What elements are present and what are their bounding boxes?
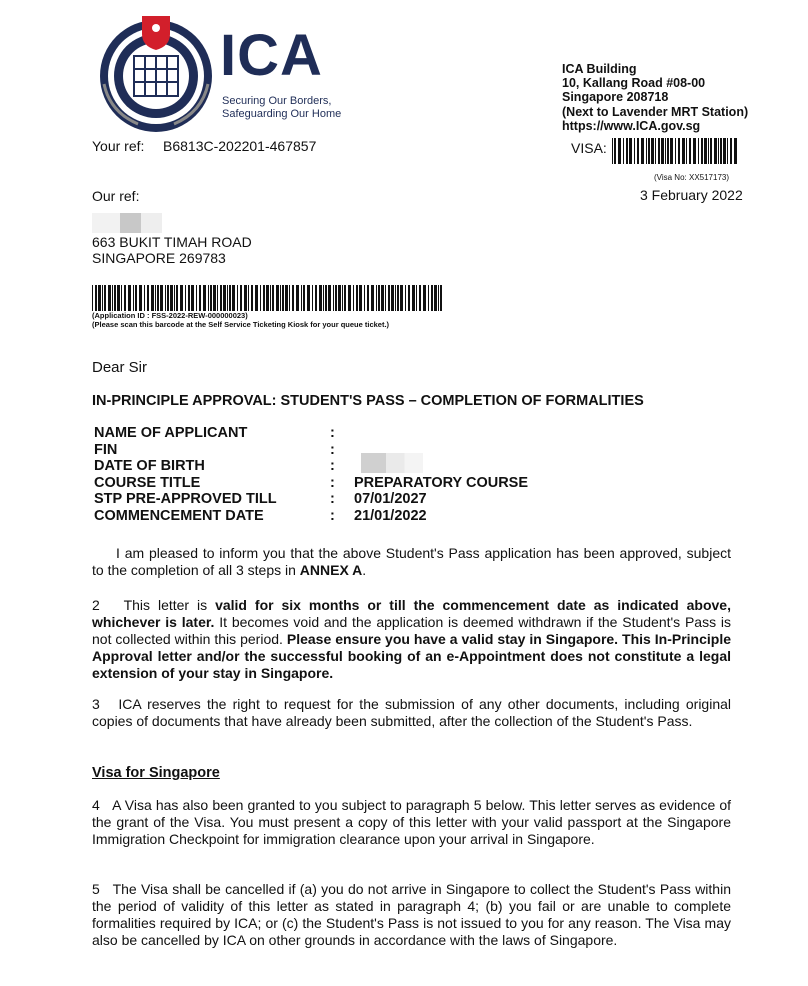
barcode-bar bbox=[112, 285, 113, 311]
barcode-bar bbox=[289, 285, 290, 311]
barcode-bar bbox=[367, 285, 369, 311]
barcode-bar bbox=[128, 285, 131, 311]
barcode-bar bbox=[364, 285, 365, 311]
barcode-bar bbox=[667, 138, 669, 164]
detail-row bbox=[94, 508, 528, 525]
barcode-bar bbox=[315, 285, 317, 311]
barcode-bar bbox=[285, 285, 288, 311]
barcode-bar bbox=[151, 285, 154, 311]
barcode-bar bbox=[618, 138, 621, 164]
barcode-bar bbox=[678, 138, 680, 164]
website-link[interactable]: https://www.ICA.gov.sg bbox=[562, 118, 701, 133]
barcode-bar bbox=[263, 285, 265, 311]
p4-text: A Visa has also been granted to you subject to paragraph 5 below. This letter serves as evidence of the grant of the Visa. You must present a copy of this letter with your valid passport at the Singapore Immigration Checkpoint for immigration clearance upon your arrival in Singapore. bbox=[92, 797, 732, 847]
barcode-bar bbox=[397, 285, 399, 311]
p2-bold: valid for six months or till the commencement date as indicated above, whichever is later. bbox=[92, 597, 731, 630]
barcode-bar bbox=[333, 285, 334, 311]
barcode-bar bbox=[693, 138, 696, 164]
visa-section-heading: Visa for Singapore bbox=[92, 765, 220, 781]
barcode-bar bbox=[114, 285, 116, 311]
detail-colon: : bbox=[330, 474, 335, 491]
paragraph-3 bbox=[92, 696, 731, 730]
barcode-bar bbox=[147, 285, 149, 311]
barcode-bar bbox=[419, 285, 421, 311]
barcode-bar bbox=[359, 285, 362, 311]
barcode-bar bbox=[423, 285, 426, 311]
paragraph-number: 2 bbox=[92, 597, 100, 613]
paragraph-5 bbox=[92, 881, 731, 949]
barcode-instruction: (Please scan this barcode at the Self Service Ticketing Kiosk for your queue ticket.) bbox=[92, 320, 390, 329]
barcode-bar bbox=[730, 138, 732, 164]
barcode-bar bbox=[723, 138, 726, 164]
barcode-bar bbox=[342, 285, 343, 311]
barcode-bar bbox=[682, 138, 685, 164]
paragraph-1 bbox=[92, 545, 731, 579]
barcode-bar bbox=[648, 138, 650, 164]
barcode-bar bbox=[312, 285, 313, 311]
barcode-bar bbox=[303, 285, 305, 311]
detail-colon: : bbox=[330, 441, 335, 458]
barcode-bar bbox=[217, 285, 218, 311]
barcode-bar bbox=[251, 285, 253, 311]
barcode-bar bbox=[319, 285, 322, 311]
barcode-bar bbox=[629, 138, 632, 164]
barcode-bar bbox=[634, 138, 635, 164]
detail-colon: : bbox=[330, 458, 335, 474]
barcode-bar bbox=[248, 285, 249, 311]
barcode-bar bbox=[280, 285, 281, 311]
letter-date: 3 February 2022 bbox=[640, 187, 743, 203]
detail-row bbox=[94, 491, 528, 508]
detail-label: NAME OF APPLICANT bbox=[94, 425, 248, 441]
barcode-bar bbox=[344, 285, 346, 311]
detail-label: DATE OF BIRTH bbox=[94, 458, 205, 474]
detail-label: COURSE TITLE bbox=[94, 474, 201, 491]
redacted-dob bbox=[361, 453, 423, 473]
barcode-bar bbox=[400, 285, 403, 311]
barcode-bar bbox=[227, 285, 228, 311]
barcode-bar bbox=[689, 138, 691, 164]
recipient-address-line: 663 BUKIT TIMAH ROAD bbox=[92, 234, 252, 250]
barcode-bar bbox=[276, 285, 279, 311]
barcode-bar bbox=[701, 138, 703, 164]
barcode-bar bbox=[180, 285, 183, 311]
application-id: (Application ID : FSS-2022-REW-000000023) bbox=[92, 311, 248, 320]
barcode-bar bbox=[292, 285, 294, 311]
barcode-bar bbox=[416, 285, 417, 311]
recipient-address bbox=[92, 234, 252, 266]
barcode-bar bbox=[338, 285, 341, 311]
barcode-bar bbox=[353, 285, 354, 311]
barcode-bar bbox=[356, 285, 358, 311]
barcode-bar bbox=[102, 285, 103, 311]
detail-value: 07/01/2027 bbox=[354, 491, 427, 507]
p2-text: It becomes void and the application is deemed withdrawn if the Student's Pass is not collected within this period. bbox=[92, 614, 731, 647]
barcode-bar bbox=[686, 138, 687, 164]
p5-text: The Visa shall be cancelled if (a) you do not arrive in Singapore to collect the Student's Pass within the period of validity of this letter as stated in paragraph 4; (b) you fail or are unable to complete formalities required by ICA; or (c) the Student's Pass is not issued to you for any reason. The Visa may also be cancelled by ICA on other grounds in accordance with the laws of Singapore. bbox=[92, 881, 731, 948]
barcode-bar bbox=[434, 285, 437, 311]
detail-colon: : bbox=[330, 491, 335, 507]
barcode-bar bbox=[121, 285, 122, 311]
p3-text: ICA reserves the right to request for the submission of any other documents, including original copies of documents that have already been submitted, after the collection of the Student's Pass. bbox=[92, 696, 732, 729]
barcode-bar bbox=[641, 138, 644, 164]
salutation: Dear Sir bbox=[92, 359, 148, 376]
barcode-bar bbox=[223, 285, 226, 311]
barcode-bar bbox=[208, 285, 209, 311]
barcode-bar bbox=[378, 285, 380, 311]
visa-label: VISA: bbox=[571, 140, 607, 156]
barcode-bar bbox=[95, 285, 97, 311]
detail-value: 21/01/2022 bbox=[354, 507, 427, 524]
our-ref-label: Our ref: bbox=[92, 188, 140, 204]
barcode-bar bbox=[307, 285, 310, 311]
tagline-line2: Safeguarding Our Home bbox=[222, 108, 342, 120]
barcode-bar bbox=[708, 138, 709, 164]
detail-row bbox=[94, 442, 528, 459]
barcode-bar bbox=[167, 285, 169, 311]
paragraph-number: 5 bbox=[92, 881, 100, 897]
barcode-bar bbox=[124, 285, 126, 311]
barcode-bar bbox=[665, 138, 666, 164]
barcode-bar bbox=[431, 285, 433, 311]
barcode-bar bbox=[244, 285, 247, 311]
barcode-bar bbox=[438, 285, 439, 311]
barcode-bar bbox=[210, 285, 212, 311]
barcode-bar bbox=[670, 138, 673, 164]
barcode-bar bbox=[381, 285, 384, 311]
visa-number: (Visa No: XX517173) bbox=[654, 173, 730, 182]
org-short-name: ICA bbox=[220, 23, 323, 88]
barcode-bar bbox=[240, 285, 242, 311]
barcode-bar bbox=[675, 138, 676, 164]
barcode-bar bbox=[139, 285, 142, 311]
barcode-bar bbox=[348, 285, 351, 311]
barcode-bar bbox=[323, 285, 324, 311]
annex-reference: ANNEX A bbox=[299, 562, 363, 578]
detail-row bbox=[94, 458, 528, 475]
barcode-bar bbox=[191, 285, 194, 311]
barcode-bar bbox=[655, 138, 656, 164]
barcode-bar bbox=[220, 285, 222, 311]
barcode-bar bbox=[440, 285, 442, 311]
ica-address bbox=[562, 62, 748, 133]
barcode-bar bbox=[272, 285, 274, 311]
barcode-bar bbox=[395, 285, 396, 311]
barcode-bar bbox=[714, 138, 717, 164]
barcode-bar bbox=[229, 285, 231, 311]
application-barcode-caption bbox=[92, 311, 389, 329]
barcode-bar bbox=[133, 285, 134, 311]
barcode-bar bbox=[405, 285, 406, 311]
barcode-bar bbox=[623, 138, 624, 164]
detail-label: STP PRE-APPROVED TILL bbox=[94, 491, 277, 507]
address-line: ICA Building bbox=[562, 62, 637, 76]
barcode-bar bbox=[335, 285, 337, 311]
barcode-bar bbox=[165, 285, 166, 311]
barcode-bar bbox=[104, 285, 106, 311]
barcode-bar bbox=[328, 285, 331, 311]
barcode-bar bbox=[385, 285, 386, 311]
barcode-bar bbox=[698, 138, 699, 164]
barcode-bar bbox=[144, 285, 145, 311]
barcode-bar bbox=[325, 285, 327, 311]
p2-bold: Please ensure you have a valid stay in Singapore. This In-Principle Approval letter and/or the successful booking of an e-Appointment does not constitute a legal extension of your stay in Singapore. bbox=[92, 631, 731, 681]
barcode-bar bbox=[408, 285, 410, 311]
barcode-bar bbox=[296, 285, 299, 311]
barcode-bar bbox=[412, 285, 415, 311]
redacted-name bbox=[92, 213, 162, 233]
detail-row bbox=[94, 475, 528, 492]
barcode-bar bbox=[196, 285, 197, 311]
barcode-bar bbox=[371, 285, 374, 311]
barcode-bar bbox=[213, 285, 216, 311]
barcode-bar bbox=[155, 285, 156, 311]
application-barcode bbox=[92, 285, 442, 311]
detail-row bbox=[94, 425, 528, 442]
detail-label: COMMENCEMENT DATE bbox=[94, 507, 264, 524]
paragraph-number: 3 bbox=[92, 696, 100, 712]
barcode-bar bbox=[661, 138, 664, 164]
address-line: (Next to Lavender MRT Station) bbox=[562, 104, 749, 119]
barcode-bar bbox=[710, 138, 712, 164]
recipient-address-line: SINGAPORE 269783 bbox=[92, 250, 226, 266]
your-ref-value: B6813C-202201-467857 bbox=[163, 138, 317, 154]
barcode-bar bbox=[704, 138, 707, 164]
p2-text: This letter is bbox=[123, 597, 216, 613]
tagline-line1: Securing Our Borders, bbox=[222, 95, 332, 107]
barcode-bar bbox=[117, 285, 120, 311]
barcode-bar bbox=[720, 138, 722, 164]
barcode-bar bbox=[157, 285, 159, 311]
barcode-bar bbox=[651, 138, 654, 164]
address-line: Singapore 208718 bbox=[562, 90, 669, 105]
paragraph-4 bbox=[92, 797, 731, 848]
visa-barcode bbox=[612, 138, 738, 164]
detail-value: PREPARATORY COURSE bbox=[354, 474, 529, 491]
tagline bbox=[222, 95, 341, 121]
barcode-bar bbox=[135, 285, 137, 311]
barcode-bar bbox=[391, 285, 394, 311]
paragraph-number: 4 bbox=[92, 797, 100, 813]
detail-value bbox=[354, 425, 528, 442]
barcode-bar bbox=[614, 138, 616, 164]
barcode-bar bbox=[658, 138, 660, 164]
barcode-bar bbox=[626, 138, 628, 164]
applicant-details bbox=[94, 425, 528, 524]
barcode-bar bbox=[237, 285, 238, 311]
p1-end: . bbox=[362, 562, 367, 578]
barcode-bar bbox=[185, 285, 186, 311]
barcode-bar bbox=[98, 285, 101, 311]
barcode-bar bbox=[176, 285, 178, 311]
p1-text: I am pleased to inform you that the above Student's Pass application has been approved, subject to the completion of all 3 steps in bbox=[92, 545, 731, 578]
barcode-bar bbox=[108, 285, 111, 311]
barcode-bar bbox=[92, 285, 93, 311]
barcode-bar bbox=[637, 138, 639, 164]
detail-label: FIN bbox=[94, 441, 118, 458]
barcode-bar bbox=[199, 285, 201, 311]
barcode-bar bbox=[727, 138, 728, 164]
letter-subject: IN-PRINCIPLE APPROVAL: STUDENT'S PASS – COMPLETION OF FORMALITIES bbox=[92, 393, 644, 409]
barcode-bar bbox=[255, 285, 258, 311]
barcode-bar bbox=[612, 138, 613, 164]
barcode-bar bbox=[388, 285, 390, 311]
barcode-bar bbox=[203, 285, 206, 311]
barcode-bar bbox=[376, 285, 377, 311]
barcode-bar bbox=[170, 285, 173, 311]
address-line: 10, Kallang Road #08-00 bbox=[562, 76, 706, 91]
your-ref-label: Your ref: bbox=[92, 138, 145, 154]
barcode-bar bbox=[282, 285, 284, 311]
barcode-bar bbox=[718, 138, 719, 164]
barcode-bar bbox=[734, 138, 737, 164]
barcode-bar bbox=[174, 285, 175, 311]
barcode-bar bbox=[260, 285, 261, 311]
barcode-bar bbox=[428, 285, 429, 311]
barcode-bar bbox=[646, 138, 647, 164]
barcode-bar bbox=[160, 285, 163, 311]
detail-colon: : bbox=[330, 425, 335, 441]
barcode-bar bbox=[301, 285, 302, 311]
paragraph-2 bbox=[92, 597, 731, 682]
barcode-bar bbox=[270, 285, 271, 311]
detail-colon: : bbox=[330, 507, 335, 524]
barcode-bar bbox=[232, 285, 235, 311]
barcode-bar bbox=[266, 285, 269, 311]
barcode-bar bbox=[188, 285, 190, 311]
